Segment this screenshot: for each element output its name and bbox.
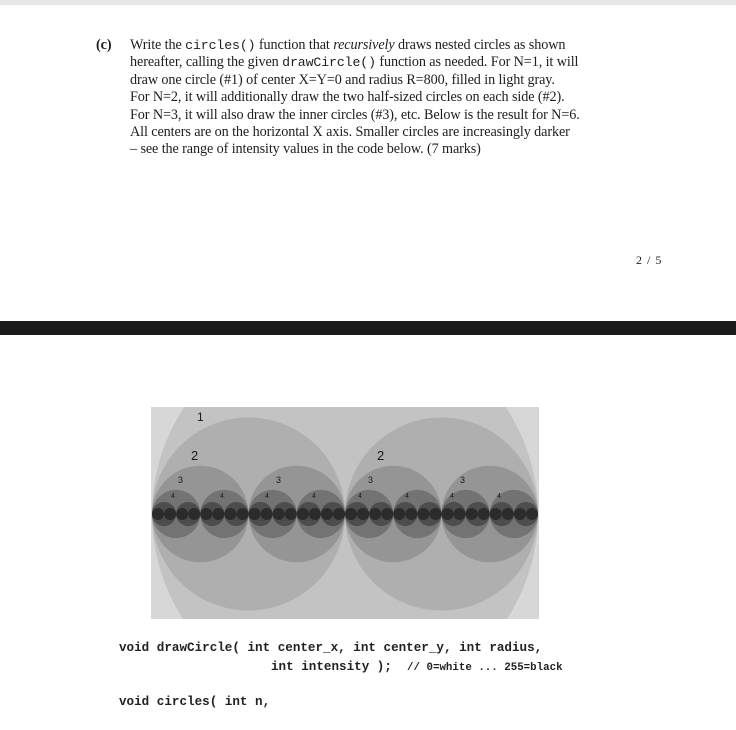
circle-level-6 xyxy=(224,508,236,520)
top-rule xyxy=(0,0,736,5)
circle-layer xyxy=(152,407,538,619)
label-level-3-a: 3 xyxy=(178,475,184,485)
label-level-4-f: 4 xyxy=(405,493,409,500)
question-text xyxy=(130,37,676,159)
question-line-5: For N=3, it will also draw the inner circles (#3), etc. Below is the result for N=6. xyxy=(130,106,580,123)
circle-level-6 xyxy=(212,508,224,520)
circle-level-6 xyxy=(152,508,164,520)
code-circles: circles() xyxy=(185,38,256,53)
circle-level-6 xyxy=(333,508,345,520)
text-run: function that xyxy=(255,37,334,53)
page-number: 2 / 5 xyxy=(636,253,663,267)
circle-level-6 xyxy=(381,508,393,520)
circle-level-6 xyxy=(429,508,441,520)
label-level-4-g: 4 xyxy=(450,493,454,500)
label-level-4-h: 4 xyxy=(497,493,501,500)
circle-level-6 xyxy=(369,508,381,520)
circle-level-6 xyxy=(200,508,212,520)
circle-level-6 xyxy=(321,508,333,520)
circle-level-6 xyxy=(393,508,405,520)
circle-level-6 xyxy=(297,508,309,520)
circle-level-6 xyxy=(164,508,176,520)
label-level-4-a: 4 xyxy=(171,493,175,500)
circle-level-6 xyxy=(454,508,466,520)
label-level-4-c: 4 xyxy=(265,493,269,500)
circle-level-6 xyxy=(514,508,526,520)
code-circles-signature: void circles( int n, xyxy=(119,695,271,709)
label-level-3-c: 3 xyxy=(368,475,374,485)
label-level-2-left: 2 xyxy=(191,448,199,463)
label-level-3-b: 3 xyxy=(276,475,282,485)
question-block xyxy=(96,37,676,159)
question-line-2 xyxy=(130,54,676,71)
circle-level-6 xyxy=(466,508,478,520)
text-run: draws nested circles as shown xyxy=(394,37,566,53)
text-run: hereafter, calling the given xyxy=(130,54,283,71)
nested-circles-figure xyxy=(151,407,539,619)
text-run: function as needed. For N=1, it will xyxy=(375,54,579,71)
circle-level-6 xyxy=(309,508,321,520)
circle-level-6 xyxy=(249,508,261,520)
code-drawcircle-signature-1: void drawCircle( int center_x, int center_y, int radius, xyxy=(119,641,543,655)
circle-level-6 xyxy=(345,508,357,520)
code-intensity-comment: // 0=white ... 255=black xyxy=(407,662,563,674)
code-drawcircle-signature-2 xyxy=(271,660,563,674)
question-line-4: For N=2, it will additionally draw the two half-sized circles on each side (#2). xyxy=(130,89,565,106)
circle-level-6 xyxy=(261,508,273,520)
circle-level-6 xyxy=(405,508,417,520)
circle-level-6 xyxy=(357,508,369,520)
emphasis-recursively: recursively xyxy=(333,37,395,53)
circle-level-6 xyxy=(188,508,200,520)
circle-level-6 xyxy=(236,508,248,520)
question-line-6: All centers are on the horizontal X axis. Smaller circles are increasingly darker xyxy=(130,124,570,141)
circle-level-6 xyxy=(490,508,502,520)
question-line-1 xyxy=(130,37,676,54)
circle-level-6 xyxy=(285,508,297,520)
circle-level-6 xyxy=(273,508,285,520)
code-intensity-param: int intensity ); xyxy=(271,660,408,674)
circle-level-6 xyxy=(478,508,490,520)
question-label: (c) xyxy=(96,37,112,53)
circle-level-6 xyxy=(417,508,429,520)
label-level-3-d: 3 xyxy=(460,475,466,485)
question-line-3: draw one circle (#1) of center X=Y=0 and radius R=800, filled in light gray. xyxy=(130,71,555,88)
label-level-1: 1 xyxy=(197,410,204,424)
circle-level-6 xyxy=(442,508,454,520)
label-level-4-b: 4 xyxy=(220,493,224,500)
circle-level-6 xyxy=(502,508,514,520)
label-level-4-e: 4 xyxy=(358,493,362,500)
label-level-2-right: 2 xyxy=(377,448,385,463)
circle-level-6 xyxy=(526,508,538,520)
code-drawcircle: drawCircle() xyxy=(282,55,376,71)
page-divider xyxy=(0,321,736,335)
circle-level-6 xyxy=(176,508,188,520)
question-line-7: – see the range of intensity values in the code below. (7 marks) xyxy=(130,141,481,158)
text-run: Write the xyxy=(130,37,186,53)
label-level-4-d: 4 xyxy=(312,493,316,500)
